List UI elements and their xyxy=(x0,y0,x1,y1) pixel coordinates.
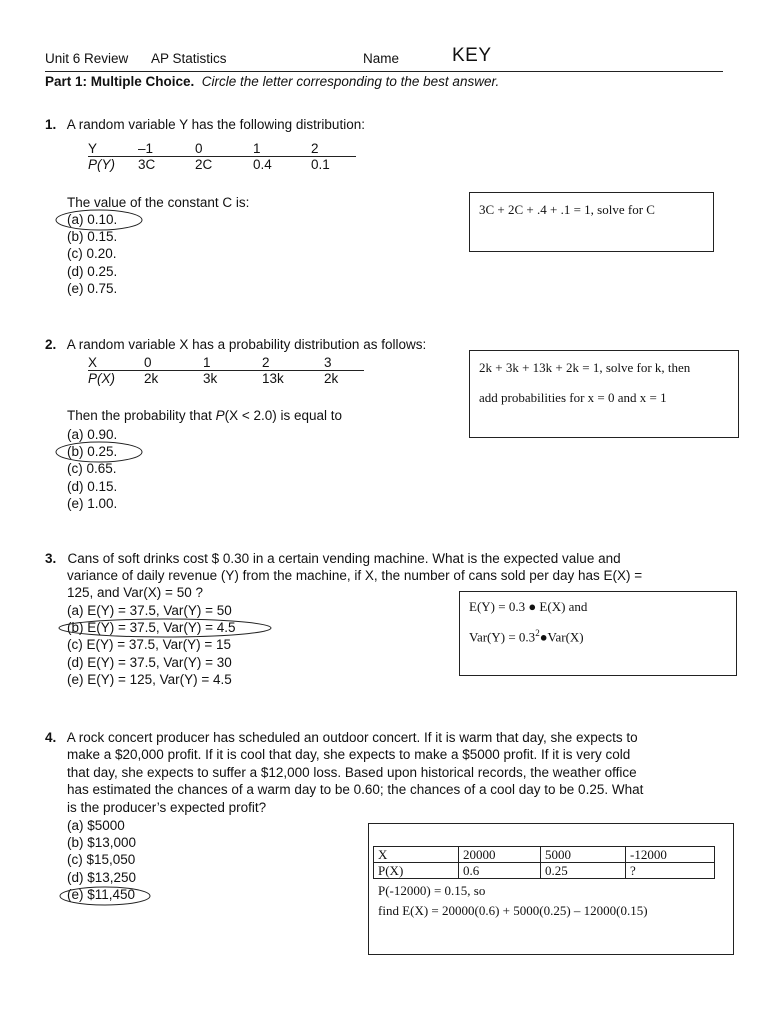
question-2 xyxy=(45,336,426,353)
question-3 xyxy=(45,550,621,567)
answer-choices-q3 xyxy=(67,602,236,688)
choice-a[interactable]: (a) 0.90. xyxy=(67,427,118,442)
table-cell: Y xyxy=(88,141,98,156)
choice-b[interactable]: (b) 0.15. xyxy=(67,229,118,245)
choice-e[interactable]: (e) 0.75. xyxy=(67,280,118,296)
table-cell: 3C xyxy=(138,157,156,172)
table-cell xyxy=(88,157,138,173)
part-instruction: Circle the letter corresponding to the best answer. xyxy=(201,74,500,89)
distribution-table-y xyxy=(88,141,356,172)
choice-a[interactable]: (a) 0.10. xyxy=(67,212,118,227)
question-prompt xyxy=(67,407,342,424)
unit-label: Unit 6 Review xyxy=(45,51,129,66)
question-text: make a $20,000 profit. If it is cool that day, she expects to make a $5000 profit. If it is very cold xyxy=(67,747,631,762)
table-cell: 0.1 xyxy=(311,157,330,172)
work-note-line1: P(-12000) = 0.15, so xyxy=(378,883,486,898)
work-box-q3 xyxy=(459,591,737,676)
question-text: variance of daily revenue (Y) from the machine, if X, the number of cans sold per day has E(X) = xyxy=(67,568,643,583)
choice-a[interactable]: (a) E(Y) = 37.5, Var(Y) = 50 xyxy=(67,603,232,618)
course-label: AP Statistics xyxy=(151,51,227,66)
grid-cell: 0.25 xyxy=(541,863,626,879)
choice-c[interactable]: (c) 0.20. xyxy=(67,246,117,262)
probability-grid xyxy=(373,846,715,879)
work-box-q2 xyxy=(469,350,739,438)
table-cell: 1 xyxy=(253,141,261,156)
question-text: is the producer’s expected profit? xyxy=(67,800,267,815)
choice-e[interactable]: (e) $11,450 xyxy=(67,886,136,902)
work-note-line2 xyxy=(469,628,736,645)
table-cell: 2 xyxy=(311,141,319,156)
distribution-table-x xyxy=(88,355,364,386)
grid-cell: 5000 xyxy=(541,847,626,863)
choice-b[interactable]: (b) $13,000 xyxy=(67,835,137,851)
prompt-text: (X < 2.0) is equal to xyxy=(224,408,343,423)
name-label: Name xyxy=(363,51,400,66)
note-superscript: 2 xyxy=(535,628,540,638)
choice-b[interactable]: (b) 0.25. xyxy=(67,444,118,460)
answer-circle xyxy=(58,885,154,909)
answer-circle xyxy=(54,440,144,464)
work-note-line1: 2k + 3k + 13k + 2k = 1, solve for k, then xyxy=(479,360,691,375)
grid-cell: 0.6 xyxy=(459,863,541,879)
question-4 xyxy=(45,729,638,746)
table-cell: 3k xyxy=(203,371,218,386)
question-number: 4. xyxy=(45,730,57,745)
answer-choices-q2 xyxy=(67,426,117,512)
choice-e[interactable]: (e) E(Y) = 125, Var(Y) = 4.5 xyxy=(67,671,232,687)
choice-d[interactable]: (d) 0.15. xyxy=(67,478,118,494)
table-cell: –1 xyxy=(138,141,154,156)
grid-cell: -12000 xyxy=(626,847,715,863)
note-text: Var(Y) = 0.3 xyxy=(469,629,536,645)
choice-b[interactable]: (b) E(Y) = 37.5, Var(Y) = 4.5 xyxy=(67,620,236,636)
question-text: A random variable Y has the following distribution: xyxy=(66,117,365,132)
answer-circle xyxy=(58,617,274,641)
work-note-line2: find E(X) = 20000(0.6) + 5000(0.25) – 12000(0.15) xyxy=(378,903,648,918)
question-number: 3. xyxy=(45,551,57,566)
table-cell: 2 xyxy=(262,355,270,370)
choice-a[interactable]: (a) $5000 xyxy=(67,818,125,833)
question-text: that day, she expects to suffer a $12,000 loss. Based upon historical records, the weather office xyxy=(67,765,637,780)
work-note: 3C + 2C + .4 + .1 = 1, solve for C xyxy=(479,202,655,217)
header-rule xyxy=(45,71,723,72)
question-text: has estimated the chances of a warm day to be 0.60; the chances of a cool day to be 0.25. What xyxy=(67,782,644,797)
prompt-text: Then the probability that xyxy=(67,408,216,423)
table-cell: 3 xyxy=(324,355,332,370)
work-box-q4 xyxy=(368,823,734,955)
choice-c[interactable]: (c) 0.65. xyxy=(67,461,117,477)
work-box-q1 xyxy=(469,192,714,252)
table-cell: 2C xyxy=(195,157,213,172)
answer-circle xyxy=(54,208,144,232)
choice-e[interactable]: (e) 1.00. xyxy=(67,495,118,511)
part-title: Part 1: Multiple Choice. xyxy=(45,74,195,89)
table-cell-text: P(Y) xyxy=(88,157,115,172)
table-cell: 13k xyxy=(262,371,284,386)
table-cell: 0.4 xyxy=(253,157,272,172)
table-cell: 0 xyxy=(195,141,203,156)
table-cell: X xyxy=(88,355,98,370)
prompt-text: P xyxy=(215,408,225,423)
choice-c[interactable]: (c) $15,050 xyxy=(67,852,136,868)
question-text: Cans of soft drinks cost $ 0.30 in a certain vending machine. What is the expected value and xyxy=(67,551,621,566)
table-cell: 2k xyxy=(144,371,159,386)
grid-cell: ? xyxy=(626,863,715,879)
choice-d[interactable]: (d) 0.25. xyxy=(67,263,118,279)
question-1 xyxy=(45,116,365,133)
question-number: 1. xyxy=(45,117,57,132)
question-number: 2. xyxy=(45,337,57,352)
note-text: ●Var(X) xyxy=(539,629,584,645)
choice-c[interactable]: (c) E(Y) = 37.5, Var(Y) = 15 xyxy=(67,637,232,653)
table-cell: 2k xyxy=(324,371,339,386)
answer-key-label: KEY xyxy=(452,45,492,66)
part-heading xyxy=(45,74,499,89)
grid-cell: 20000 xyxy=(459,847,541,863)
choice-d[interactable]: (d) E(Y) = 37.5, Var(Y) = 30 xyxy=(67,654,232,670)
question-text: A random variable X has a probability distribution as follows: xyxy=(66,337,427,352)
work-note-line1: E(Y) = 0.3 ● E(X) and xyxy=(469,599,588,614)
grid-cell: X xyxy=(374,847,459,863)
table-cell xyxy=(88,371,144,387)
table-cell-text: P(X) xyxy=(88,371,115,386)
work-note-line2: add probabilities for x = 0 and x = 1 xyxy=(479,390,667,405)
table-cell: 0 xyxy=(144,355,152,370)
question-text: A rock concert producer has scheduled an outdoor concert. If it is warm that day, she expects to xyxy=(66,730,638,745)
grid-cell: P(X) xyxy=(374,863,459,879)
question-prompt: The value of the constant C is: xyxy=(67,195,250,210)
choice-d[interactable]: (d) $13,250 xyxy=(67,869,137,885)
table-cell: 1 xyxy=(203,355,211,370)
question-text: 125, and Var(X) = 50 ? xyxy=(67,585,203,600)
